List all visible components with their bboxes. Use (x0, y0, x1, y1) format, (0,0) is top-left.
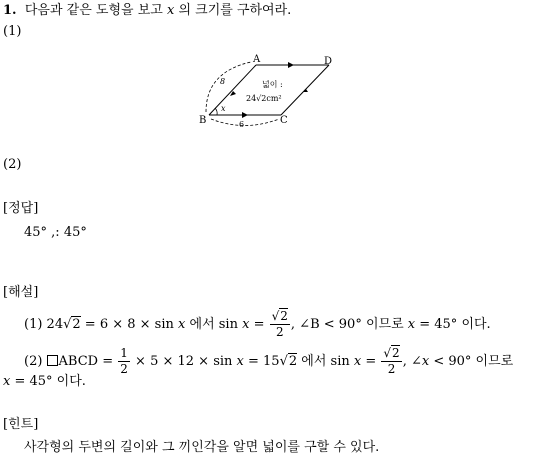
line2-eq2: = (361, 354, 381, 369)
part2-label: (2) (3, 157, 22, 172)
line2-abcd: ABCD = (58, 354, 118, 369)
line1-result: = 45° 이다. (415, 317, 491, 332)
line1-mid: = 6 × 8 × sin (80, 317, 179, 332)
fraction-numerator: 2 (392, 346, 400, 360)
side-left-label: 8 (220, 77, 226, 86)
vertex-b-label: B (199, 115, 207, 126)
line1-condition: , ∠B < 90° 이므로 (290, 317, 408, 332)
line1-var: x (242, 317, 250, 332)
problem-text-before: 다음과 같은 도형을 보고 (24, 3, 167, 18)
explanation-line-1 (24, 310, 491, 339)
line3-result: = 45° 이다. (10, 374, 86, 389)
line1-var: x (407, 317, 416, 332)
line1-radicand: 2 (72, 317, 81, 332)
line1-eq: = (249, 317, 269, 332)
answer-header: [정답] (3, 201, 39, 216)
fraction-numerator: 1 (120, 346, 128, 360)
explanation-header: [해설] (3, 285, 39, 300)
sqrt-symbol: √2 (279, 354, 298, 369)
problem-statement (3, 3, 291, 19)
line2-fraction: $\frac{√2}{2}$ (383, 346, 400, 376)
line2-var: x (353, 354, 362, 369)
problem-text-after: 의 크기를 구하여라. (174, 3, 292, 18)
hint-header: [힌트] (3, 417, 39, 432)
parallelogram-figure (196, 52, 341, 134)
explanation-line-3 (3, 374, 86, 390)
line2-eq: = 15 (243, 354, 280, 369)
answer-text: 45° ,: 45° (24, 225, 87, 240)
line2-fraction-half (118, 347, 130, 376)
vertex-a-label: A (253, 54, 261, 65)
problem-variable: x (166, 3, 175, 18)
angle-label: x (221, 104, 226, 113)
problem-number: 1. (3, 3, 17, 18)
fraction-denominator: 2 (120, 362, 128, 376)
hint-text: 사각형의 두변의 길이와 그 끼인각을 알면 넓이를 구할 수 있다. (24, 440, 380, 455)
arrow-ad (288, 62, 294, 68)
fraction-denominator: 2 (387, 362, 396, 376)
line2-condition-end: < 90° 이므로 (429, 354, 514, 369)
part1-label: (1) (3, 24, 22, 39)
vertex-d-label: D (324, 56, 333, 67)
angle-arc (215, 108, 217, 115)
area-value: 24√2cm² (246, 94, 282, 103)
line2-prefix: (2) (24, 354, 47, 369)
line1-text: 에서 sin (185, 317, 243, 332)
line2-mid: × 5 × 12 × sin (130, 354, 237, 369)
dimension-arc-left (206, 62, 251, 112)
line1-fraction: $\frac{√2}{2}$ (271, 309, 288, 339)
line3-var: x (3, 374, 11, 389)
side-bottom-label: 6 (239, 120, 245, 129)
explanation-line-2 (24, 347, 513, 376)
vertex-c-label: C (280, 115, 288, 126)
line2-text: 에서 sin (297, 354, 354, 369)
sqrt-symbol: √2 (63, 317, 81, 332)
line1-prefix: (1) 24 (24, 317, 64, 332)
parallelogram-symbol (47, 355, 58, 366)
line2-var: x (421, 354, 430, 369)
fraction-numerator: 2 (280, 309, 288, 323)
line2-var: x (236, 354, 244, 369)
dimension-arc-bottom (211, 119, 279, 126)
line2-condition: , ∠ (402, 354, 422, 369)
line1-var: x (178, 317, 186, 332)
area-label: 넓이 : (262, 80, 283, 89)
fraction-denominator: 2 (275, 325, 284, 339)
side-ba (209, 65, 256, 115)
arrow-bc (242, 112, 248, 118)
line2-radicand: 2 (288, 354, 298, 369)
